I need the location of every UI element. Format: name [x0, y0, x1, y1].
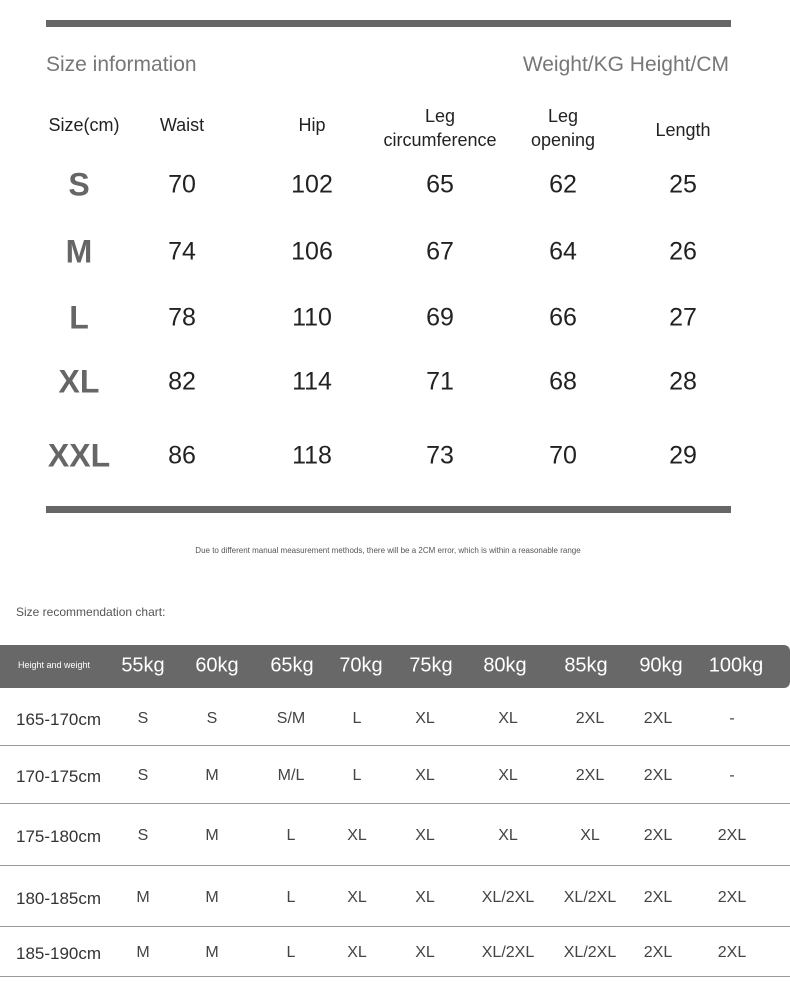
recommended-size: M [205, 767, 219, 784]
recommended-size: XL [498, 709, 518, 727]
recommended-size: XL [498, 767, 518, 784]
weight-header: 75kg [409, 654, 453, 677]
measurement-value: 70 [168, 170, 196, 199]
weight-header: 90kg [639, 654, 683, 677]
recommended-size: L [286, 944, 296, 961]
column-header: Length [655, 120, 711, 140]
size-info-title: Size information [46, 53, 197, 76]
recommended-size: L [286, 827, 296, 844]
measurement-value: 27 [669, 303, 697, 332]
recommended-size: XL [415, 888, 435, 906]
recommended-size: 2XL [717, 827, 747, 844]
recommended-size: M [136, 944, 150, 961]
recommended-size: XL [580, 827, 600, 844]
recommended-size: M [205, 888, 219, 906]
recommended-size: XL [415, 944, 435, 961]
recommended-size: M [136, 888, 150, 906]
table-row [0, 865, 790, 927]
recommended-size: S [137, 767, 149, 784]
measurement-value: 68 [549, 367, 577, 396]
weight-header: 80kg [483, 654, 527, 677]
measurement-value: 82 [168, 367, 196, 396]
recommended-size: 2XL [717, 888, 747, 906]
recommendation-header [0, 645, 790, 688]
height-range: 185-190cm [16, 944, 102, 963]
table-row [0, 803, 790, 866]
recommended-size: 2XL [643, 944, 673, 961]
recommendation-title: Size recommendation chart: [16, 605, 166, 619]
measurement-value: 74 [168, 237, 196, 266]
recommended-size: 2XL [643, 888, 673, 906]
measurement-value: 73 [426, 441, 454, 470]
recommended-size: - [729, 767, 735, 784]
recommended-size: L [286, 888, 296, 906]
recommended-size: XL [347, 827, 367, 844]
recommended-size: XL [415, 709, 435, 727]
measurement-value: 78 [168, 303, 196, 332]
recommended-size: 2XL [575, 709, 605, 727]
recommended-size: 2XL [643, 827, 673, 844]
column-header: Size(cm) [48, 115, 120, 135]
recommended-size: XL/2XL [563, 944, 617, 961]
table-row [0, 688, 790, 746]
measurement-value: 62 [549, 170, 577, 199]
recommended-size: XL [415, 767, 435, 784]
recommended-size: M [205, 944, 219, 961]
height-range: 165-170cm [16, 709, 102, 729]
size-label: XL [58, 363, 100, 400]
column-header: Leg opening [530, 106, 596, 150]
measurement-value: 26 [669, 237, 697, 266]
recommended-size: 2XL [643, 709, 673, 727]
recommended-size: M [205, 827, 219, 844]
weight-header: 85kg [564, 654, 608, 677]
recommended-size: S/M [276, 709, 306, 727]
measurement-value: 102 [291, 170, 333, 199]
measurement-value: 64 [549, 237, 577, 266]
measurement-value: 114 [292, 367, 332, 396]
measurement-value: 118 [292, 441, 332, 470]
recommended-size: - [729, 709, 735, 727]
recommended-size: L [352, 767, 362, 784]
recommended-size: S [137, 709, 149, 727]
weight-header: 55kg [121, 654, 165, 677]
measurement-value: 28 [669, 367, 697, 396]
recommended-size: S [137, 827, 149, 844]
top-divider [46, 20, 731, 27]
recommended-size: XL [347, 888, 367, 906]
height-range: 175-180cm [16, 827, 102, 846]
measurement-value: 71 [426, 367, 454, 396]
size-label: L [69, 299, 89, 336]
recommended-size: XL [347, 944, 367, 961]
recommended-size: S [206, 709, 218, 727]
table-row [0, 745, 790, 804]
recommended-size: XL/2XL [563, 888, 617, 906]
column-header: Waist [159, 115, 205, 135]
height-range: 180-185cm [16, 888, 102, 908]
recommended-size: 2XL [643, 767, 673, 784]
measurement-value: 86 [168, 441, 196, 470]
recommended-size: XL [498, 827, 518, 844]
column-header: Leg circumference [383, 106, 497, 150]
height-range: 170-175cm [16, 767, 102, 786]
recommended-size: M/L [277, 767, 305, 784]
recommended-size: XL [415, 827, 435, 844]
measurement-value: 29 [669, 441, 697, 470]
recommended-size: L [352, 709, 362, 727]
column-header: Hip [298, 115, 326, 135]
recommended-size: 2XL [717, 944, 747, 961]
size-label: M [65, 233, 93, 270]
measurement-value: 65 [426, 170, 454, 199]
weight-header: 70kg [339, 654, 383, 677]
measurement-note: Due to different manual measurement methods, there will be a 2CM error, which is within a reasonable range [195, 546, 581, 555]
measurement-value: 67 [426, 237, 454, 266]
recommended-size: XL/2XL [481, 944, 535, 961]
weight-header: 100kg [708, 654, 764, 677]
bottom-divider [46, 506, 731, 513]
size-label: S [68, 166, 90, 203]
measurement-value: 110 [292, 303, 332, 332]
weight-header: 65kg [270, 654, 314, 677]
recommended-size: XL/2XL [481, 888, 535, 906]
table-row [0, 926, 790, 977]
units-label: Weight/KG Height/CM [522, 53, 729, 76]
size-label: XXL [47, 437, 111, 474]
measurement-value: 69 [426, 303, 454, 332]
measurement-value: 106 [291, 237, 333, 266]
corner-label: Height and weight [18, 660, 91, 670]
measurement-value: 66 [549, 303, 577, 332]
measurement-value: 25 [669, 170, 697, 199]
recommended-size: 2XL [575, 767, 605, 784]
measurement-value: 70 [549, 441, 577, 470]
weight-header: 60kg [195, 654, 239, 677]
